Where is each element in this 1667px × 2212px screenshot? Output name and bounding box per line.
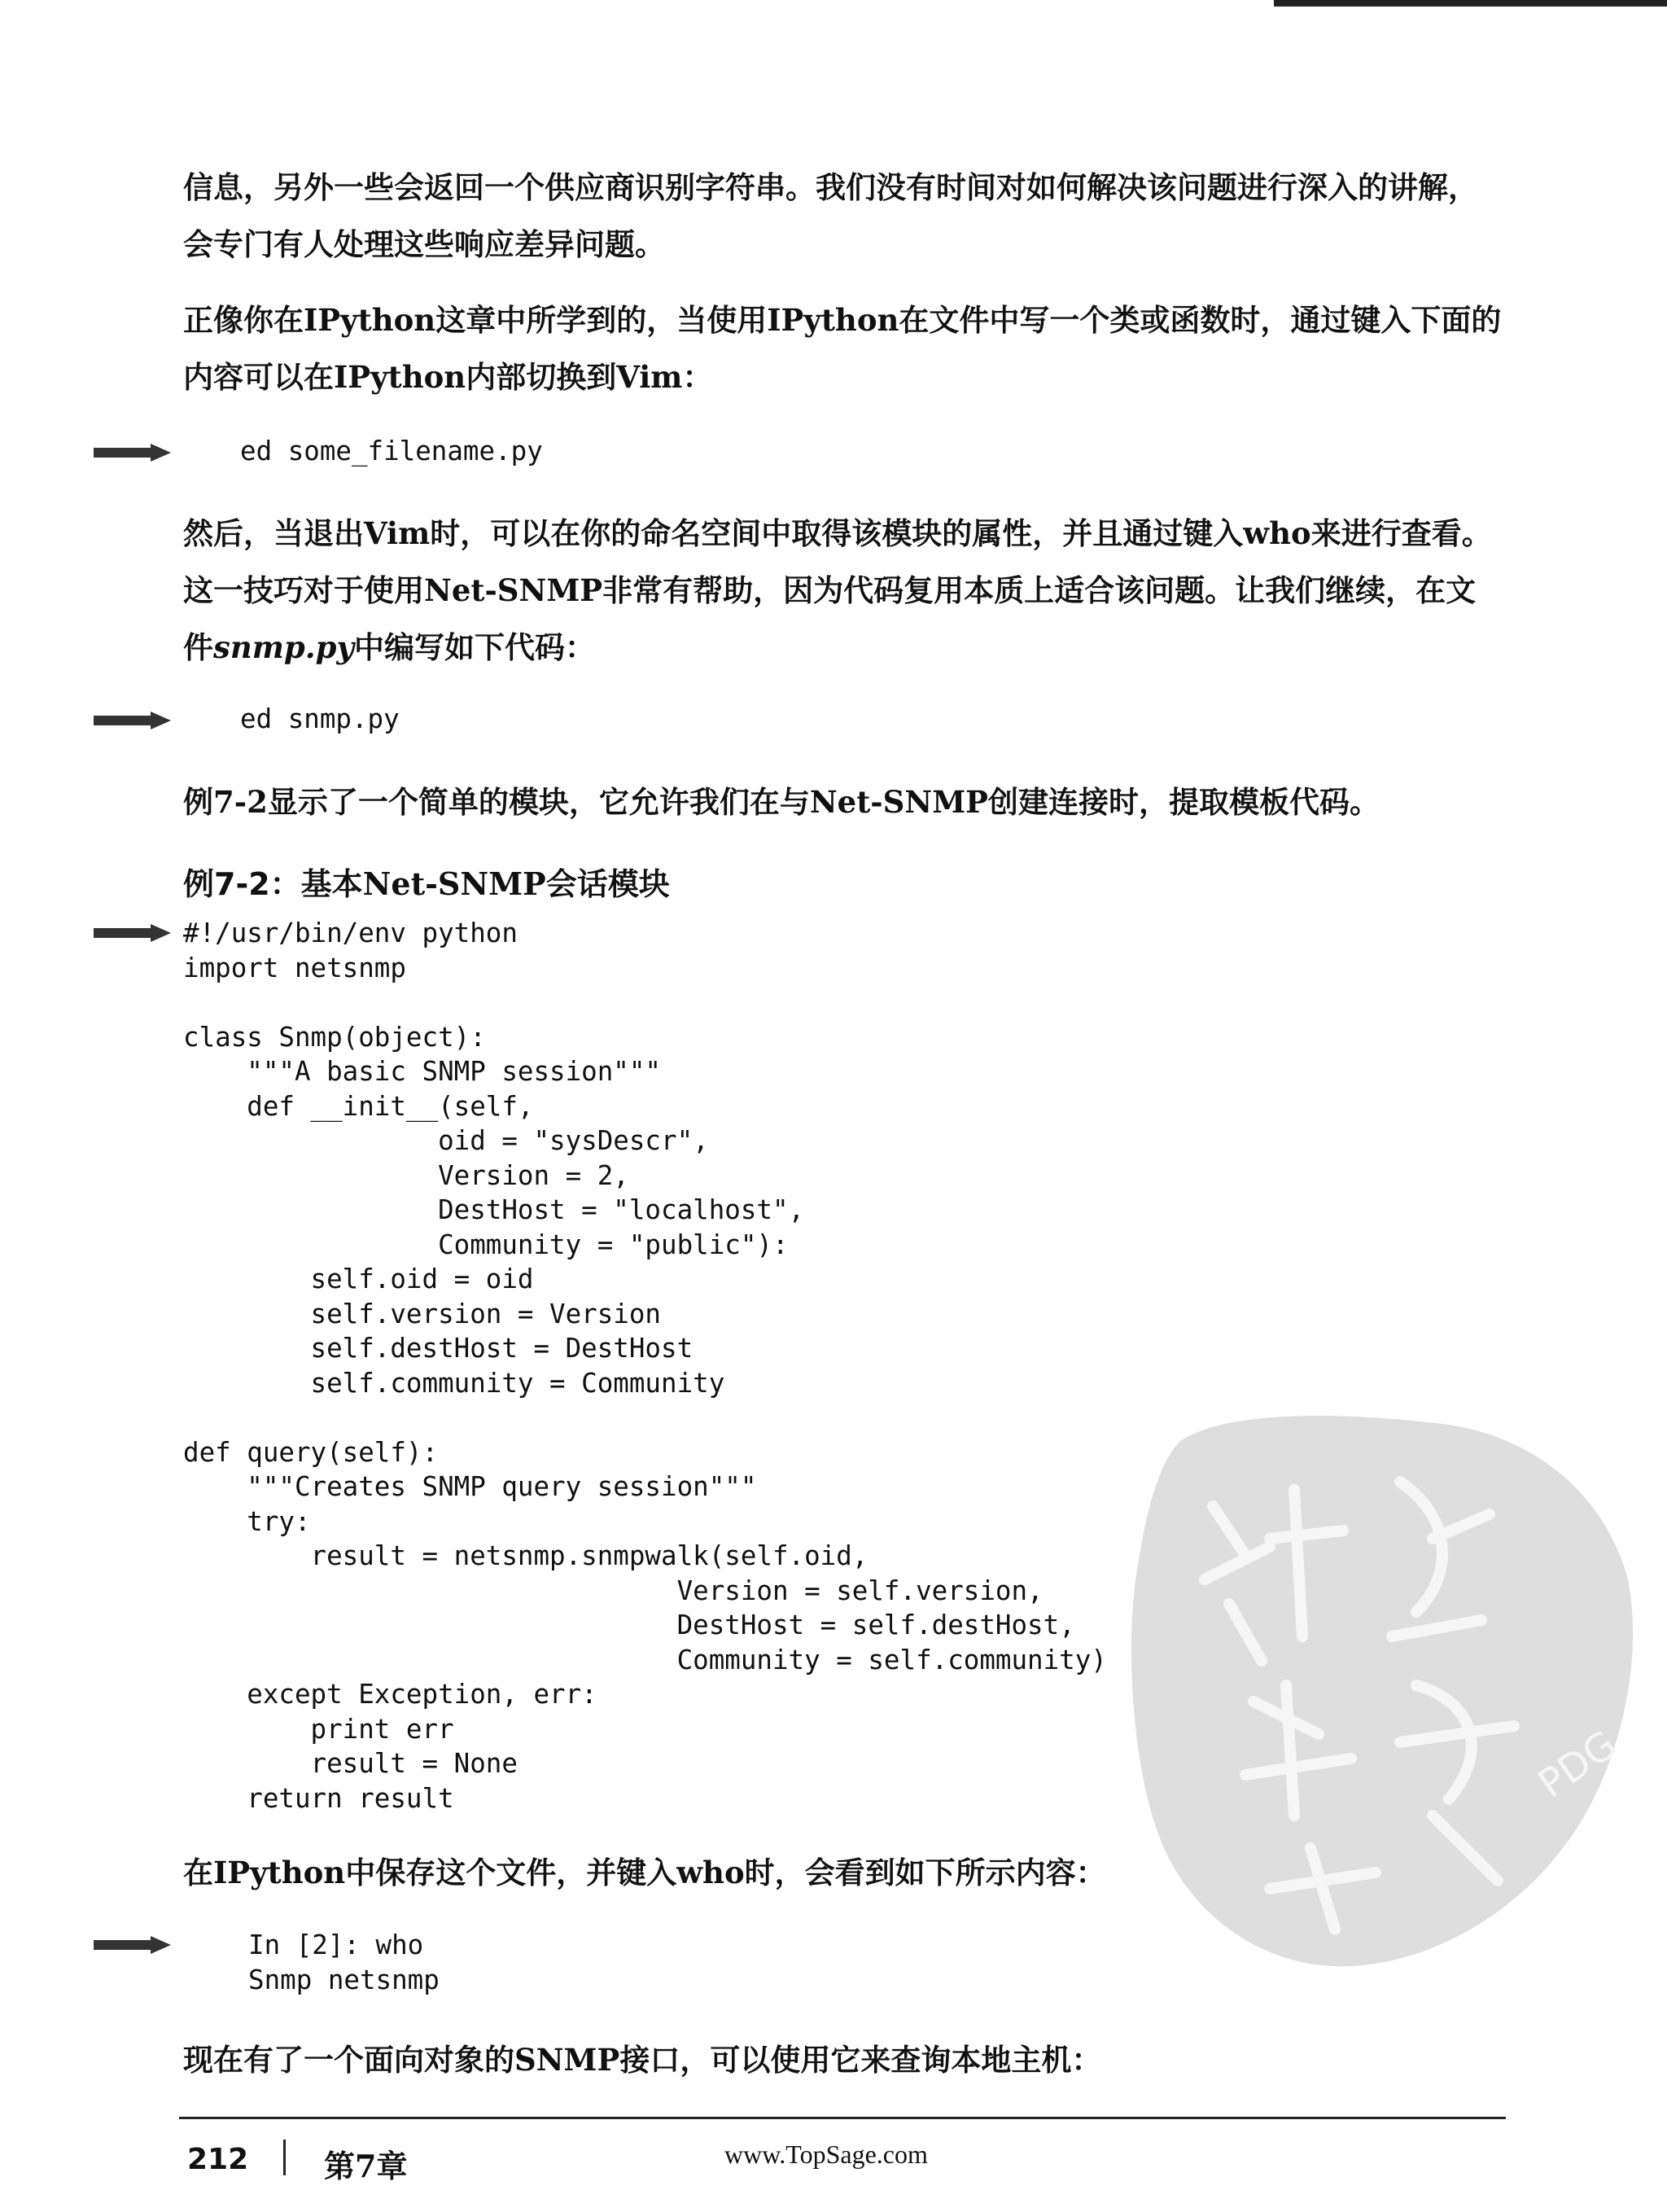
paragraph-1: 信息，另外一些会返回一个供应商识别字符串。我们没有时间对如何解决该问题进行深入的讲解，会专门有人处理这些响应差异问题。 [183,169,1478,262]
paragraph-2: 正像你在IPython这章中所学到的，当使用IPython在文件中写一个类或函数时，通过键入下面的内容可以在IPython内部切换到Vim： [183,302,1502,395]
page-number: 212 [187,2143,249,2176]
paragraph-5: 在IPython中保存这个文件，并键入who时，会看到如下所示内容： [183,1855,1106,1890]
example-caption: 例7-2：基本Net-SNMP会话模块 [183,865,670,902]
paragraph-6: 现在有了一个面向对象的SNMP接口，可以使用它来查询本地主机： [183,2042,1102,2078]
footer-url: www.TopSage.com [724,2140,928,2169]
watermark-text: PDG [1529,1721,1625,1807]
command-who-output: In [2]: who Snmp netsnmp [248,1929,440,1995]
footer-separator [283,2140,286,2175]
example-code-block: #!/usr/bin/env python import netsnmp class Snmp(object): """A basic SNMP session""" def __init__(self, oid = "sysDescr", Version = 2, DestHost = "localhost", Community = "public"): self.oid = oid self.version = Version self.destHost = DestHost self.community = Community def query(self): """Creates SNMP query session""" try: result = netsnmp.snmpwalk(self.oid, Version = self.version, DestHost = self.destHost, Community = self.community) except Exception, err: print err result = None return result [183,918,1107,1814]
code-arrow-icon [94,712,171,729]
top-edge-line [1274,0,1667,7]
watermark-seal [1107,1392,1644,1978]
footer-rule [179,2117,1506,2119]
code-arrow-icon [94,924,171,942]
paragraph-4: 例7-2显示了一个简单的模块，它允许我们在与Net-SNMP创建连接时，提取模板代码。 [183,784,1380,820]
code-arrow-icon [94,444,171,462]
file-name-snmp-py: snmp.py [213,629,355,665]
command-ed-snmp: ed snmp.py [240,703,400,734]
code-arrow-icon [94,1936,171,1954]
paragraph-3: 然后，当退出Vim时，可以在你的命名空间中取得该模块的属性，并且通过键入who来进行查看。这一技巧对于使用Net-SNMP非常有帮助，因为代码复用本质上适合该问题。让我们继续，在文件snmp.py中编写如下代码： [183,515,1492,665]
command-ed-some-filename: ed some_filename.py [240,436,543,466]
chapter-label: 第7章 [324,2148,408,2184]
